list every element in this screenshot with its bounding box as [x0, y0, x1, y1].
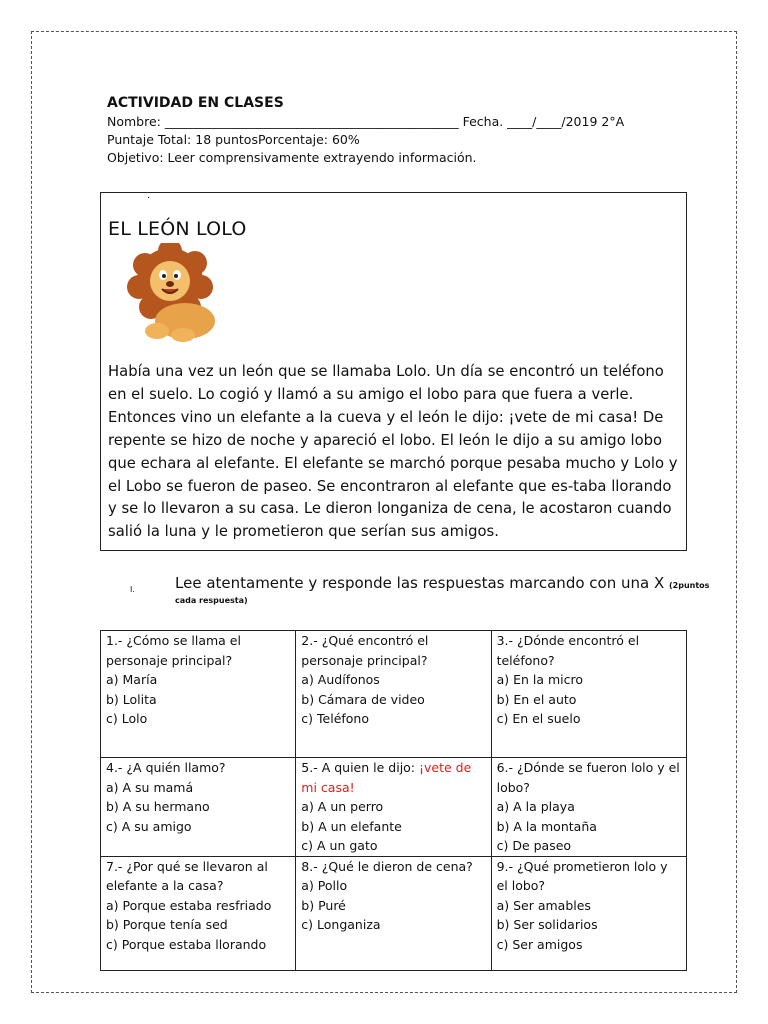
option-b[interactable]: b) En el auto — [496, 691, 577, 707]
name-date-line: Nombre: _______________________________________________ Fecha. ____/____/2019 2°A — [107, 114, 625, 129]
instruction-points: (2puntos — [669, 581, 710, 590]
option-b[interactable]: b) Cámara de video — [301, 691, 425, 707]
option-a[interactable]: a) A la playa — [496, 799, 575, 814]
score-line: Puntaje Total: 18 puntosPorcentaje: 60% — [107, 132, 360, 147]
story-dot: · — [147, 193, 151, 204]
lion-leg — [171, 328, 195, 342]
worksheet-header — [107, 94, 707, 167]
story-box — [100, 192, 687, 551]
option-a[interactable]: a) A su mamá — [106, 779, 194, 795]
worksheet-title: ACTIVIDAD EN CLASES — [107, 95, 284, 111]
option-b[interactable]: b) Puré — [301, 897, 346, 913]
lion-pupil — [174, 274, 178, 278]
option-a[interactable]: a) A un perro — [301, 799, 384, 814]
question-text: 1.- ¿Cómo se llama el personaje principal? — [106, 633, 241, 668]
question-text: 6.- ¿Dónde se fueron lolo y el lobo? — [496, 760, 680, 795]
questions-table — [100, 630, 687, 971]
option-a[interactable]: a) Pollo — [301, 878, 348, 893]
question-text: 9.- ¿Qué prometieron lolo y el lobo? — [496, 858, 668, 893]
question-cell — [491, 631, 686, 758]
question-text: 4.- ¿A quién llamo? — [106, 760, 226, 775]
option-b[interactable]: b) Porque tenía sed — [106, 917, 228, 932]
instruction-numeral: I. — [130, 585, 135, 594]
option-b[interactable]: b) Lolita — [106, 691, 157, 707]
question-text: 2.- ¿Qué encontró el personaje principal? — [301, 633, 429, 668]
option-c[interactable]: c) Lolo — [106, 711, 148, 726]
question-cell — [101, 856, 296, 970]
option-c[interactable]: c) A su amigo — [106, 818, 192, 834]
option-c[interactable]: c) Longaniza — [301, 917, 381, 932]
story-text: Había una vez un león que se llamaba Lolo. Un día se encontró un teléfono en el suelo. Lo cogió y llamó a su amigo el lobo para que fuera a verle. Entonces vino un elefante a la cueva y el león le dijo: ¡vete de mi casa! De repente se hizo de noche y apareció el lobo. El león le dijo a su amigo lobo que echara al elefante. El elefante se marchó porque pesaba mucho y Lolo y el Lobo se fueron de paseo. Se encontraron al elefante que es-taba llorando y se lo llevaron a su casa. Le dieron longaniza de cena, le acostaron cuando salió la luna y le prometieron que serían sus amigos. — [108, 363, 678, 541]
lion-leg — [145, 323, 169, 339]
option-c[interactable]: c) Teléfono — [301, 711, 370, 726]
option-a[interactable]: a) María — [106, 672, 158, 687]
instruction-text — [175, 574, 709, 592]
question-highlight: ¡vete de mi casa! — [301, 760, 472, 795]
instruction-main: Lee atentamente y responde las respuestas marcando con una X — [175, 574, 669, 592]
question-cell — [296, 856, 491, 970]
option-b[interactable]: b) A un elefante — [301, 818, 402, 834]
lion-pupil — [162, 274, 166, 278]
question-cell — [491, 856, 686, 970]
lion-illustration — [125, 243, 225, 343]
option-c[interactable]: c) Ser amigos — [496, 936, 583, 952]
question-cell — [491, 758, 686, 857]
option-c[interactable]: c) En el suelo — [496, 711, 581, 726]
option-b[interactable]: b) A la montaña — [496, 818, 597, 834]
question-cell — [296, 631, 491, 758]
instruction-points-cont: cada respuesta) — [175, 596, 248, 605]
option-b[interactable]: b) A su hermano — [106, 799, 210, 814]
option-a[interactable]: a) Audífonos — [301, 672, 380, 687]
option-a[interactable]: a) Ser amables — [496, 897, 591, 913]
question-cell — [101, 758, 296, 857]
question-text: 8.- ¿Qué le dieron de cena? — [301, 858, 473, 874]
option-c[interactable]: c) A un gato — [301, 838, 378, 853]
story-title: EL LEÓN LOLO — [108, 218, 247, 240]
option-b[interactable]: b) Ser solidarios — [496, 917, 598, 932]
lion-nose — [166, 281, 174, 287]
question-text: 3.- ¿Dónde encontró el teléfono? — [496, 633, 640, 668]
option-a[interactable]: a) En la micro — [496, 672, 584, 687]
question-cell — [296, 758, 491, 857]
question-cell — [101, 631, 296, 758]
question-text: 5.- A quien le dijo: — [301, 760, 419, 775]
option-c[interactable]: c) De paseo — [496, 838, 572, 853]
objective-line: Objetivo: Leer comprensivamente extrayendo información. — [107, 150, 477, 165]
question-text: 7.- ¿Por qué se llevaron al elefante a la casa? — [106, 858, 268, 893]
option-a[interactable]: a) Porque estaba resfriado — [106, 897, 272, 913]
option-c[interactable]: c) Porque estaba llorando — [106, 936, 267, 952]
